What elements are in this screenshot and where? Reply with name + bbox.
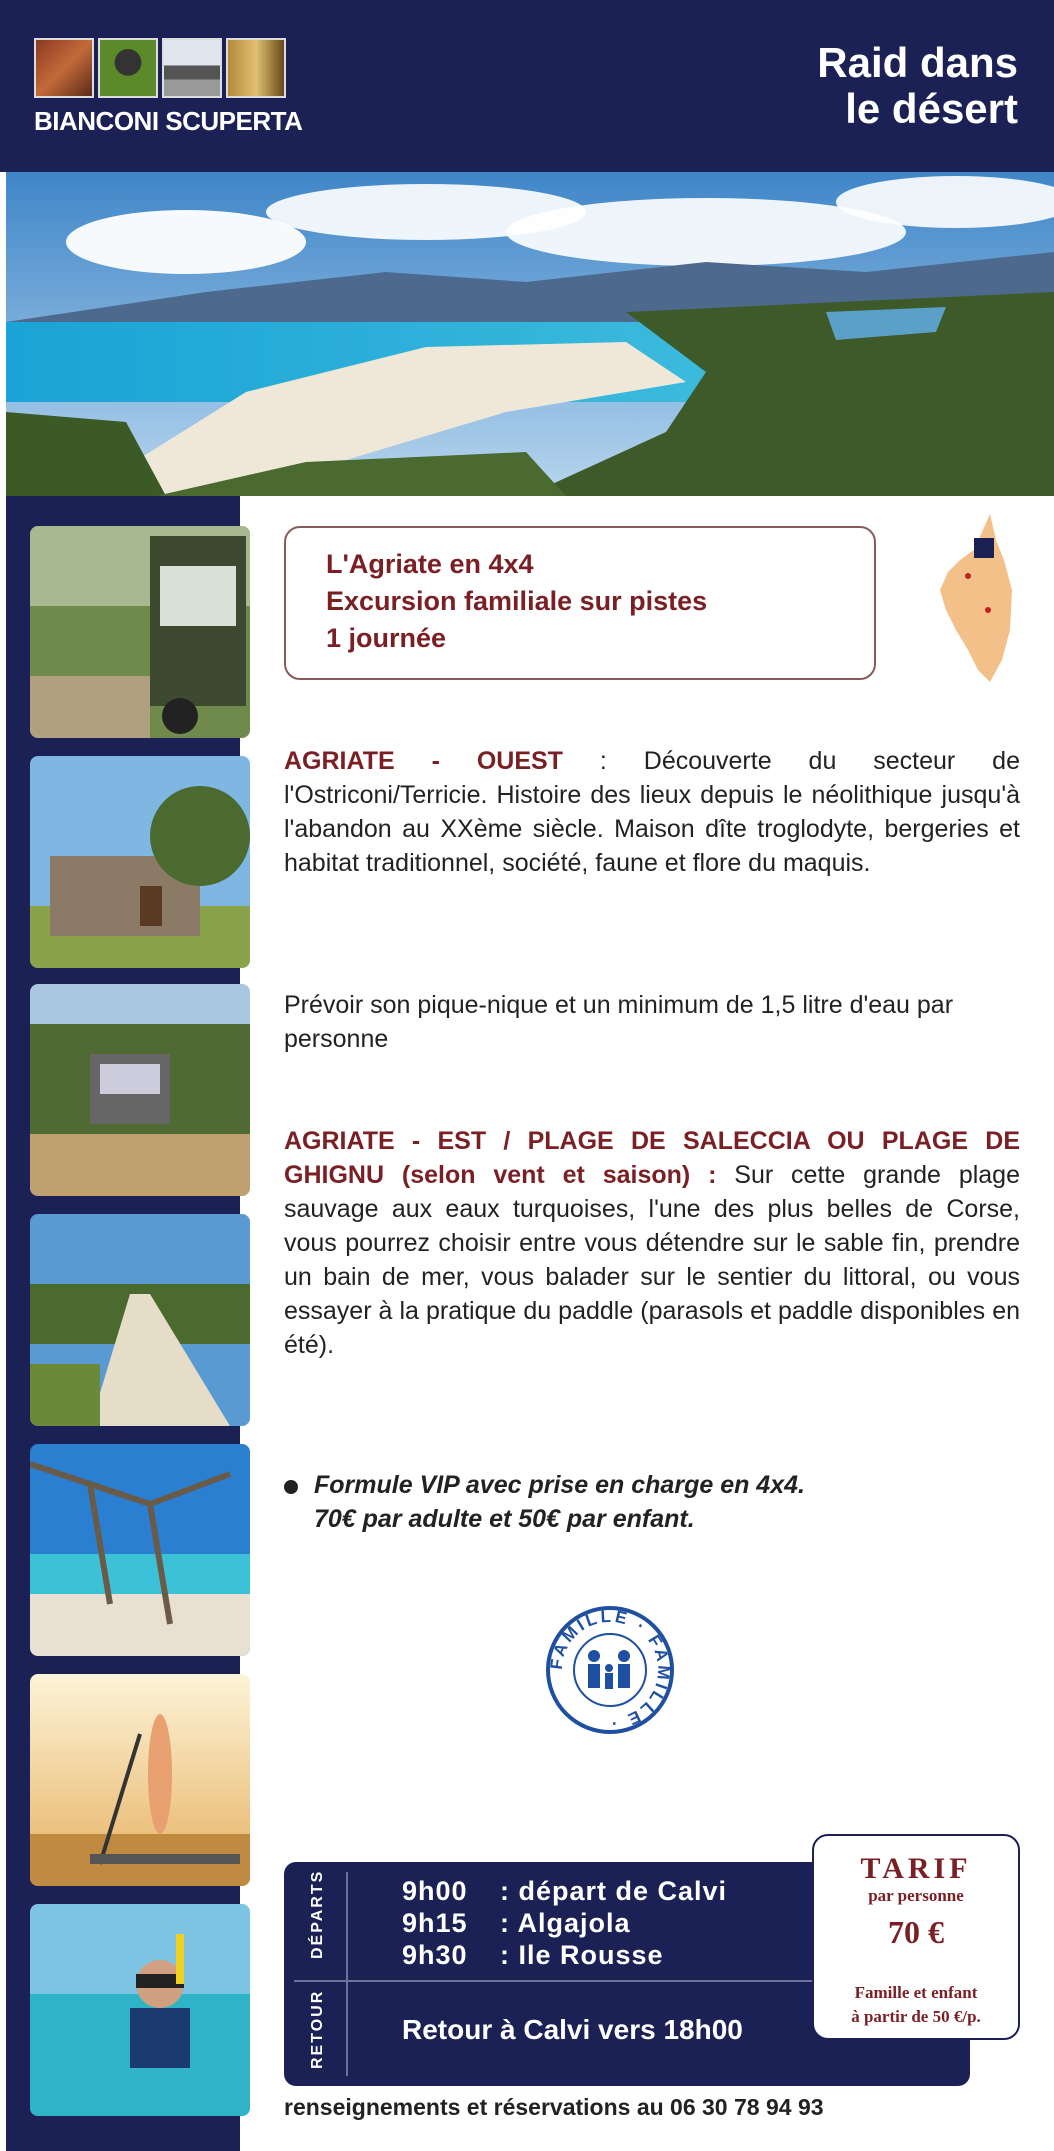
famille-badge-text: FAMILLE · FAMILLE · xyxy=(546,1606,674,1734)
tarif-note xyxy=(814,1981,1018,2029)
departure-time: 9h30 xyxy=(402,1940,468,1970)
thumb-4x4-vehicle xyxy=(30,526,250,738)
excursion-title-line2: Excursion familiale sur pistes xyxy=(326,586,708,616)
est-heading: AGRIATE - EST / PLAGE DE SALECCIA OU PLAGE DE GHIGNU (selon vent et saison) : xyxy=(284,1127,1020,1189)
logo-tile-door xyxy=(226,38,286,98)
excursion-title-line1: L'Agriate en 4x4 xyxy=(326,549,534,579)
thumb-driftwood-beach xyxy=(30,1444,250,1656)
page-title xyxy=(817,40,1018,132)
departure-row xyxy=(402,1940,664,1971)
ouest-description xyxy=(284,744,1020,880)
header-banner xyxy=(0,0,1054,172)
logo-tile-greenery xyxy=(98,38,158,98)
excursion-title-box xyxy=(284,526,876,680)
picnic-note: Prévoir son pique-nique et un minimum de 1,5 litre d'eau par personne xyxy=(284,991,954,1053)
thumb-paddle-sunset xyxy=(30,1674,250,1886)
vip-offer-line2: 70€ par adulte et 50€ par enfant. xyxy=(314,1505,695,1533)
excursion-title-line3: 1 journée xyxy=(326,623,447,653)
departure-place: : départ de Calvi xyxy=(500,1876,728,1906)
tarif-heading: TARIF xyxy=(860,1852,972,1885)
tarif-note-line2: à partir de 50 €/p. xyxy=(851,2007,981,2026)
departure-place: : Algajola xyxy=(500,1908,631,1938)
retour-text: Retour à Calvi vers 18h00 xyxy=(402,2014,743,2045)
thumb-stone-house xyxy=(30,756,250,968)
departure-time: 9h15 xyxy=(402,1908,468,1938)
tarif-subheading: par personne xyxy=(868,1886,964,1905)
schedule-divider-vertical xyxy=(346,1872,348,2076)
departure-place: : Ile Rousse xyxy=(500,1940,664,1970)
page-title-line1: Raid dans xyxy=(817,39,1018,86)
hero-beach-landscape xyxy=(6,172,1054,496)
thumb-sand-path xyxy=(30,1214,250,1426)
departure-time: 9h00 xyxy=(402,1876,468,1906)
departure-row xyxy=(402,1908,631,1939)
tarif-price: 70 € xyxy=(888,1914,944,1950)
tarif-note-line1: Famille et enfant xyxy=(854,1983,978,2002)
ouest-text: : Découverte du secteur de l'Ostriconi/Terricie. Histoire des lieux depuis le néolithique jusqu'à l'abandon au XXème siècle. Maison dîte troglodyte, bergeries et habitat traditionnel, société, faune et flore du maquis. xyxy=(284,747,1020,877)
brand-name: BIANCONI SCUPERTA xyxy=(34,106,303,136)
vip-offer-line1: Formule VIP avec prise en charge en 4x4. xyxy=(314,1471,805,1499)
bullet-icon xyxy=(284,1480,298,1494)
contact-footer: renseignements et réservations au 06 30 78 94 93 xyxy=(284,2094,824,2120)
logo-tile-vehicle xyxy=(162,38,222,98)
retour-label: RETOUR xyxy=(309,1989,326,2069)
brand-logo xyxy=(34,38,306,138)
est-text: Sur cette grande plage sauvage aux eaux turquoises, l'une des plus belles de Corse, vous pourrez choisir entre vous détendre sur le sable fin, prendre un bain de mer, vous balader sur le sentier du littoral, ou vous essayer à la pratique du paddle (parasols et paddle disponibles en été). xyxy=(284,1161,1020,1359)
departs-label: DÉPARTS xyxy=(309,1869,326,1959)
tarif-box xyxy=(812,1834,1020,2040)
logo-photo-tiles xyxy=(34,38,306,98)
page-title-line2: le désert xyxy=(845,85,1018,132)
ouest-heading: AGRIATE - OUEST xyxy=(284,747,563,775)
vip-offer xyxy=(284,1468,1024,1536)
beach-landscape-illustration xyxy=(6,172,1054,496)
thumb-snorkeler xyxy=(30,1904,250,2116)
departure-row xyxy=(402,1876,727,1907)
est-description xyxy=(284,1124,1020,1362)
thumb-4x4-on-track xyxy=(30,984,250,1196)
famille-badge xyxy=(544,1604,676,1736)
corsica-map-icon xyxy=(938,510,1018,686)
logo-tile-ruins xyxy=(34,38,94,98)
